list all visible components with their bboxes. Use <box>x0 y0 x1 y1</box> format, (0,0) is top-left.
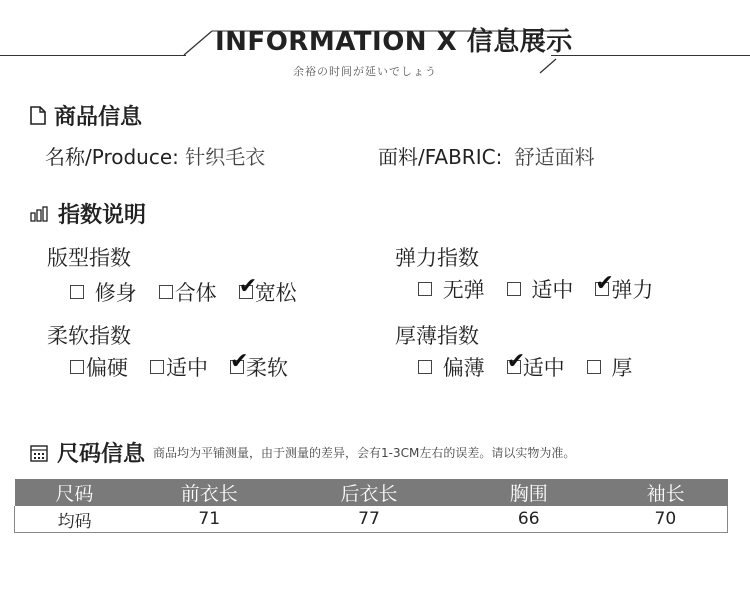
option-label: 偏硬 <box>86 356 128 380</box>
option-label: 无弹 <box>442 278 485 302</box>
option-label: 适中 <box>166 356 208 380</box>
cell-back-length: 77 <box>284 506 454 533</box>
option-label: 修身 <box>94 281 137 305</box>
option-label: 厚 <box>611 356 633 380</box>
index-options-softness <box>70 349 288 382</box>
checkbox[interactable] <box>418 282 432 296</box>
size-table-header <box>15 479 728 506</box>
option-label: 弹力 <box>611 278 654 302</box>
checkbox[interactable] <box>70 360 84 374</box>
index-options-stretch <box>418 271 654 304</box>
product-fabric-row <box>378 141 595 170</box>
cell-chest: 66 <box>454 506 604 533</box>
size-section-heading <box>30 437 575 468</box>
checkbox[interactable] <box>507 282 521 296</box>
checkmark-icon: ✔ <box>595 271 614 296</box>
option-thick-medium[interactable] <box>506 349 565 382</box>
index-options-fit <box>70 274 297 307</box>
index-title-softness: 柔软指数 <box>47 324 131 348</box>
header-cell-front-length: 前衣长 <box>134 479 284 506</box>
table-row <box>15 506 728 533</box>
header-cell-sleeve: 袖长 <box>604 479 728 506</box>
size-table <box>14 479 728 533</box>
option-stretch-none[interactable] <box>418 274 485 304</box>
checkmark-icon: ✔ <box>238 274 258 299</box>
option-label: 柔软 <box>246 356 288 380</box>
checkmark-icon: ✔ <box>506 349 526 374</box>
option-thick-thick[interactable] <box>587 352 633 382</box>
checkbox[interactable] <box>70 285 84 299</box>
option-soft-soft[interactable] <box>230 349 288 382</box>
index-title-stretch: 弹力指数 <box>395 246 479 270</box>
calendar-icon <box>30 444 49 462</box>
checkbox[interactable] <box>587 360 601 374</box>
checkmark-icon: ✔ <box>230 349 249 374</box>
option-label: 宽松 <box>254 281 297 305</box>
header-title: INFORMATION X 信息展示 <box>215 27 573 57</box>
checkbox[interactable] <box>159 285 173 299</box>
cell-size: 均码 <box>15 506 135 533</box>
option-thick-thin[interactable] <box>418 352 485 382</box>
header-rule-left <box>0 55 186 56</box>
indices-section-heading <box>30 198 146 229</box>
cell-sleeve: 70 <box>604 506 728 533</box>
option-stretch-high[interactable] <box>595 271 654 304</box>
cell-front-length: 71 <box>134 506 284 533</box>
checkbox[interactable] <box>150 360 164 374</box>
product-section-title: 商品信息 <box>54 105 143 130</box>
index-title-fit: 版型指数 <box>47 246 131 270</box>
product-name-value: 针织毛衣 <box>185 145 266 169</box>
checkbox-checked[interactable] <box>506 349 526 374</box>
product-section-heading <box>30 100 142 131</box>
option-label: 合体 <box>174 281 217 305</box>
product-fabric-label: 面料/FABRIC: <box>378 145 503 169</box>
indices-section-title: 指数说明 <box>58 203 147 228</box>
checkbox-checked[interactable] <box>595 271 614 296</box>
header-subtitle: 余裕の时间が延いでしょう <box>293 65 437 78</box>
index-title-thickness: 厚薄指数 <box>395 324 479 348</box>
size-section-title: 尺码信息 <box>57 442 146 467</box>
checkbox-checked[interactable] <box>238 274 258 299</box>
bar-chart-icon <box>30 206 50 222</box>
document-icon <box>30 106 46 125</box>
checkbox-checked[interactable] <box>230 349 249 374</box>
product-name-label: 名称/Produce: <box>45 145 179 169</box>
product-name-row <box>45 141 265 170</box>
header-cell-size: 尺码 <box>15 479 135 506</box>
option-fit-loose[interactable] <box>238 274 297 307</box>
option-soft-hard[interactable] <box>70 352 128 382</box>
size-note: 商品均为平铺测量，由于测量的差异，会有1-3CM左右的误差。请以实物为准。 <box>153 446 576 460</box>
header-rule-right <box>551 55 750 56</box>
option-label: 偏薄 <box>442 356 485 380</box>
header-cell-chest: 胸围 <box>454 479 604 506</box>
option-label: 适中 <box>522 356 565 380</box>
product-fabric-value: 舒适面料 <box>514 145 595 169</box>
header-cell-back-length: 后衣长 <box>284 479 454 506</box>
option-soft-medium[interactable] <box>150 352 208 382</box>
option-stretch-medium[interactable] <box>507 274 574 304</box>
checkbox[interactable] <box>418 360 432 374</box>
option-fit-slim[interactable] <box>70 277 137 307</box>
option-label: 适中 <box>531 278 574 302</box>
option-fit-regular[interactable] <box>159 277 217 307</box>
index-options-thickness <box>418 349 633 382</box>
